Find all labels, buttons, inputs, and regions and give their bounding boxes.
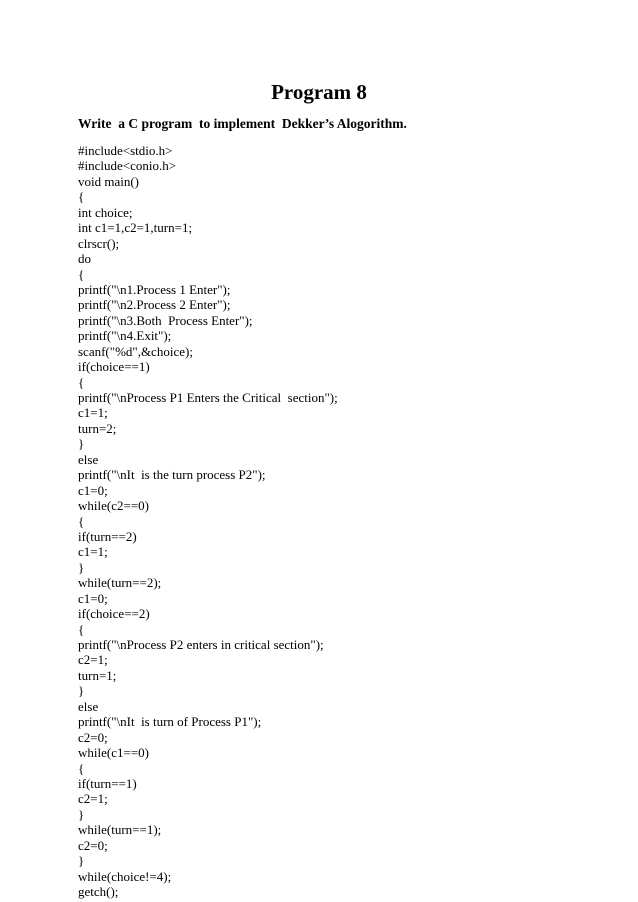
code-line: else [78, 698, 99, 714]
code-line: while(c1==0) [78, 745, 149, 761]
code-line: void main() [78, 173, 140, 189]
code-line: while(turn==2); [78, 575, 162, 591]
code-line: c1=1; [78, 544, 108, 560]
code-line: while(choice!=4); [78, 868, 172, 884]
code-line: c2=0; [78, 729, 108, 745]
task-statement: Write a C program to implement Dekker’s Alogorithm. [78, 116, 407, 131]
code-line: turn=1; [78, 667, 117, 683]
code-line: printf("\n2.Process 2 Enter"); [78, 297, 231, 313]
code-line: c2=1; [78, 791, 108, 807]
code-line: printf("\nIt is turn of Process P1"); [78, 714, 262, 730]
code-line: #include<stdio.h> [78, 143, 173, 158]
code-line: { [78, 266, 85, 282]
code-line: if(turn==2) [78, 528, 137, 544]
code-line: clrscr(); [78, 235, 120, 251]
code-line: { [78, 760, 85, 776]
code-line: printf("\n4.Exit"); [78, 328, 172, 344]
code-line: int choice; [78, 204, 133, 220]
code-line: printf("\n1.Process 1 Enter"); [78, 281, 231, 297]
code-line: printf("\nProcess P1 Enters the Critical section"); [78, 390, 338, 405]
code-line: c2=1; [78, 652, 108, 668]
code-line: } [78, 683, 85, 699]
code-line: printf("\nIt is the turn process P2"); [78, 467, 266, 483]
code-line: } [78, 436, 85, 452]
code-line: } [78, 853, 85, 869]
code-line: c2=0; [78, 837, 108, 853]
code-line: printf("\n3.Both Process Enter"); [78, 312, 253, 328]
code-line: } [78, 559, 85, 575]
code-line: printf("\nProcess P2 enters in critical section"); [78, 637, 324, 652]
code-line: { [78, 189, 85, 205]
code-line: { [78, 374, 85, 390]
code-line: else [78, 451, 99, 467]
code-line: { [78, 513, 85, 529]
code-line: int c1=1,c2=1,turn=1; [78, 220, 193, 236]
code-line: } [78, 806, 85, 822]
code-line: if(choice==2) [78, 606, 150, 622]
code-line: c1=1; [78, 405, 108, 421]
code-line: while(turn==1); [78, 822, 162, 838]
code-line: if(turn==1) [78, 775, 137, 791]
code-line: do [78, 251, 91, 267]
code-line: getch(); [78, 884, 119, 899]
code-line: scanf("%d",&choice); [78, 343, 193, 359]
code-line: { [78, 621, 85, 637]
code-line: while(c2==0) [78, 498, 149, 514]
code-line: c1=0; [78, 590, 108, 606]
page-title: Program 8 [271, 80, 367, 104]
code-line: c1=0; [78, 482, 108, 498]
code-line: #include<conio.h> [78, 158, 177, 174]
code-listing [78, 143, 338, 899]
code-line: if(choice==1) [78, 359, 150, 375]
code-line: turn=2; [78, 420, 117, 436]
